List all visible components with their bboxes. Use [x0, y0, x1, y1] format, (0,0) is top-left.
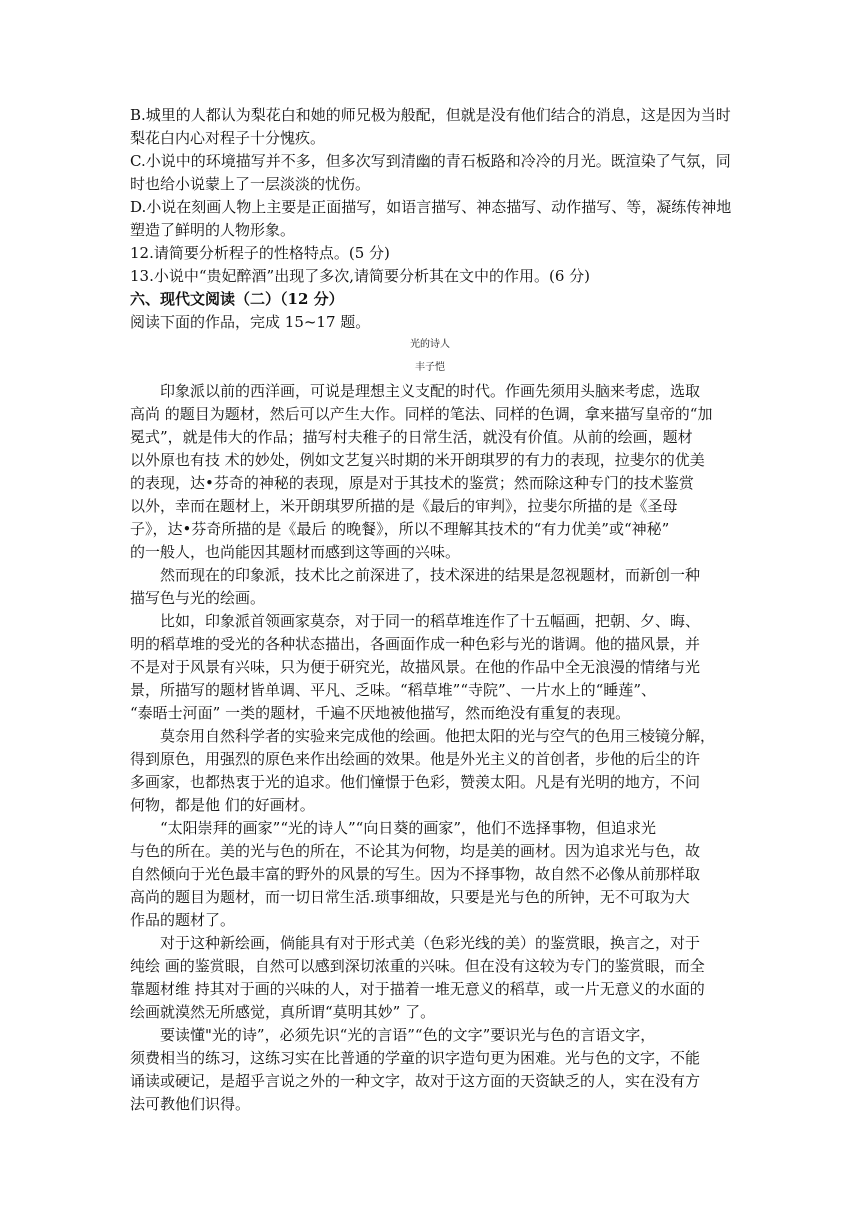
- paragraph-line: 多画家，也都热衷于光的追求。他们憧憬于色彩，赞羡太阳。凡是有光明的地方，不问: [130, 773, 701, 791]
- question-12: 12.请简要分析程子的性格特点。(5 分): [130, 244, 390, 262]
- paragraph-line: 印象派以前的西洋画，可说是理想主义支配的时代。作画先须用头脑来考虑，选取: [160, 382, 701, 400]
- paragraph-line: 高尚的题目为题材，而一切日常生活.琐事细故，只要是光与色的所钟，无不可取为大: [130, 888, 690, 906]
- paragraph-line: 要读懂"光的诗”，必须先识“光的言语”“色的文字”要识光与色的言语文字，: [160, 1026, 656, 1044]
- paragraph-line: 法可教他们识得。: [130, 1095, 251, 1113]
- option-c-line-2: 时也给小说蒙上了一层淡淡的忧伤。: [130, 175, 371, 193]
- paragraph-line: 对于这种新绘画，倘能具有对于形式美（色彩光线的美）的鉴赏眼，换言之，对于: [160, 934, 701, 952]
- question-13: 13.小说中“贵妃醉酒”出现了多次,请简要分析其在文中的作用。(6 分): [130, 267, 590, 285]
- paragraph-line: 的表现，达•芬奇的神秘的表现，原是对于其技术的鉴赏；然而除这种专门的技术鉴赏: [130, 474, 694, 492]
- paragraph-line: 高尚 的题目为题材，然后可以产生大作。同样的笔法、同样的色调，拿来描写皇帝的“加: [130, 405, 713, 423]
- paragraph-line: 何物，都是他 们的好画材。: [130, 796, 315, 814]
- option-d-line-2: 塑造了鲜明的人物形象。: [130, 221, 296, 239]
- paragraph-line: “泰晤士河面” 一类的题材，千遍不厌地被他描写，然而绝没有重复的表现。: [130, 704, 631, 722]
- paragraph-line: 描写色与光的绘画。: [130, 589, 266, 607]
- paragraph-line: 得到原色，用强烈的原色来作出绘画的效果。他是外光主义的首创者，步他的后尘的许: [130, 750, 701, 768]
- section-title: 六、现代文阅读（二）（12 分）: [130, 290, 344, 308]
- paragraph-line: 靠题材维 持其对于画的兴味的人，对于描着一堆无意义的稻草，或一片无意义的水面的: [130, 980, 705, 998]
- paragraph-line: 冕式”，就是伟大的作品；描写村夫稚子的日常生活，就没有价值。从前的绘画，题材: [130, 428, 693, 446]
- paragraph-line: 不是对于风景有兴味，只为便于研究光，故描风景。在他的作品中全无浪漫的情绪与光: [130, 658, 701, 676]
- paragraph-line: 然而现在的印象派，技术比之前深进了，技术深进的结果是忽视题材，而新创一种: [160, 566, 701, 584]
- option-b-line-2: 梨花白内心对程子十分愧疚。: [130, 129, 326, 147]
- article-title: 光的诗人: [410, 339, 450, 350]
- paragraph-line: 作品的题材了。: [130, 911, 236, 929]
- paragraph-line: 自然倾向于光色最丰富的野外的风景的写生。因为不择事物，故自然不必像从前那样取: [130, 865, 701, 883]
- paragraph-line: 子》，达•芬奇所描的是《最后 的晚餐》，所以不理解其技术的“有力优美”或“神秘”: [130, 520, 670, 538]
- paragraph-line: 比如，印象派首领画家莫奈，对于同一的稻草堆连作了十五幅画，把朝、夕、晦、: [160, 612, 701, 630]
- option-c-line-1: C.小说中的环境描写并不多，但多次写到清幽的青石板路和冷冷的月光。既渲染了气氛，同: [130, 152, 731, 170]
- paragraph-line: 景，所描写的题材皆单调、平凡、乏味。“稻草堆”“寺院”、一片水上的“睡莲”、: [130, 681, 657, 699]
- paragraph-line: 莫奈用自然科学者的实验来完成他的绘画。他把太阳的光与空气的色用三棱镜分解，: [160, 727, 716, 745]
- instruction: 阅读下面的作品，完成 15~17 题。: [130, 313, 371, 331]
- paragraph-line: 须费相当的练习，这练习实在比普通的学童的识字造句更为困难。光与色的文字，不能: [130, 1049, 701, 1067]
- paragraph-line: 绘画就漠然无所感觉，真所谓“莫明其妙” 了。: [130, 1003, 436, 1021]
- paragraph-line: 诵读或硬记，是超乎言说之外的一种文字，故对于这方面的天资缺乏的人，实在没有方: [130, 1072, 701, 1090]
- paragraph-line: “太阳崇拜的画家”“光的诗人”“向日葵的画家”，他们不选择事物，但追求光: [160, 819, 657, 837]
- option-d-line-1: D.小说在刻画人物上主要是正面描写，如语言描写、神态描写、动作描写、等，凝练传神地: [130, 198, 732, 216]
- paragraph-line: 明的稻草堆的受光的各种状态描出，各画面作成一种色彩与光的谐调。他的描风景，并: [130, 635, 701, 653]
- article-author: 丰子恺: [415, 362, 445, 373]
- paragraph-line: 以外，幸而在题材上，米开朗琪罗所描的是《最后的审判》，拉斐尔所描的是《圣母: [130, 497, 678, 515]
- paragraph-line: 纯绘 画的鉴赏眼，自然可以感到深切浓重的兴味。但在没有这较为专门的鉴赏眼，而全: [130, 957, 705, 975]
- paragraph-line: 的一般人，也尚能因其题材而感到这等画的兴味。: [130, 543, 461, 561]
- paragraph-line: 以外原也有技 术的妙处，例如文艺复兴时期的米开朗琪罗的有力的表现，拉斐尔的优美: [130, 451, 705, 469]
- option-b-line-1: B.城里的人都认为梨花白和她的师兄极为般配，但就是没有他们结合的消息，这是因为当时: [130, 106, 731, 124]
- paragraph-line: 与色的所在。美的光与色的所在，不论其为何物，均是美的画材。因为追求光与色，故: [130, 842, 701, 860]
